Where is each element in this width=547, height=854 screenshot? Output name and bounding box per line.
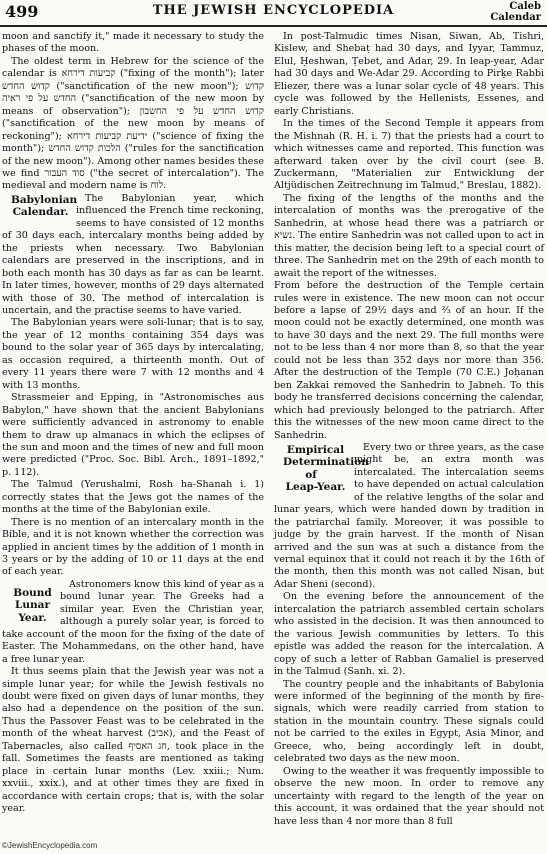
paragraph: In post-Talmudic times Nisan, Siwan, Ab, Tishri, Kislew, and Shebaṭ had 30 days, and Iyyar, Tammuz, Elul, Ḥeshwan, Ṭebet, and Adar, 29. In leap-year, Adar had 30 days and We-Adar 29. According to Pirḳe Rabbi Eliezer, there was a lunar solar cycle of 48 years. This cycle was followed by the Hellenists, Essenes, and early Christians.: [274, 31, 544, 117]
running-title: THE JEWISH ENCYCLOPEDIA: [152, 3, 395, 18]
copyright-watermark: ©JewishEncyclopedia.com: [2, 841, 98, 850]
side-heading-bound-lunar-year: Bound Lunar Year.: [13, 586, 52, 624]
paragraph: It thus seems plain that the Jewish year was not a simple lunar year; for while the Jewish festivals no doubt were fixed on given days of lunar months, they also had a dependence on the position of the sun. Thus the Passover Feast was to be celebrated in the month of the wheat harvest (אביב), and the Feast of Tabernacles, also called חג האסיף, took place in the fall. Sometimes the feasts are mentioned as taking place in certain lunar months (Lev. xxiii.; Num. xxviii., xxix.), and at other times they are fixed in accordance with certain crops; that is, with the solar year.: [2, 666, 265, 815]
paragraph: Babylonian Calendar. The Babylonian year, which influenced the French time reckoning, seems to have consisted of 12 months of 30 days each, intercalary months being added by the priests when necessary. Two Babylonian calendars are preserved in the inscriptions, and in both each month has 30 days as far as can be learnt. In later times, however, months of 29 days alternated with those of 30. The method of intercalation is uncertain, and the practise seems to have varied.: [2, 192, 264, 316]
paragraph: From before the destruction of the Temple certain rules were in existence. The new moon can not occur before a lapse of 29½ days and ⅔ of an hour. If the moon could not be exactly determined, one month was to have 30 days and the next 29. The full months were not to be less than 4 nor more than 8, so that the year could not be less than 352 days nor more than 356. After the destruction of the Temple (70 C.E.) Joḥanan ben Zakkai removed the Sanhedrin to Jabneh. To this body he transferred decisions concerning the calendar, which had previously belonged to the patriarch. After this the witnesses of the new moon came direct to the Sanhedrin.: [274, 280, 544, 441]
paragraph: On the evening before the announcement of the intercalation the patriarch assembled certain scholars who assisted in the decision. It was then announced to the various Jewish communities by letters. To this epistle was added the reason for the intercalation. A copy of such a letter of Rabban Gamaliel is preserved in the Talmud (Sanh. xi. 2).: [274, 591, 544, 678]
side-heading-babylonian-calendar: Babylonian Calendar.: [11, 193, 78, 219]
paragraph: Owing to the weather it was frequently impossible to observe the new moon. In order to remove any uncertainty with regard to the length of the year on this account, it was ordained that the year should not have less than 4 nor more than 8 full: [274, 765, 544, 827]
left-column: [2, 31, 264, 816]
paragraph: moon and sanctify it," made it necessary to study the phases of the moon.: [2, 31, 264, 55]
paragraph: The Talmud (Yerushalmi, Rosh ha-Shanah i. 1) correctly states that the Jews got the names of the months at the time of the Babylonian exile.: [2, 479, 264, 516]
paragraph: There is no mention of an intercalary month in the Bible, and it is not known whether the correction was applied in ancient times by the addition of 1 month in 3 years or by the adding of 10 or 11 days at the end of each year.: [2, 516, 264, 578]
entry-start-word: Caleb: [509, 1, 541, 12]
running-head-entries: [490, 1, 541, 23]
paragraph: The fixing of the lengths of the months and the intercalation of months was the prerogative of the Sanhedrin, at whose head there was a patriarch or נשיא. The entire Sanhedrin was not called upon to act in this matter, the decision being left to a special court of three. The Sanhedrin met on the 29th of each month to await the report of the witnesses.: [274, 192, 544, 279]
entry-end-word: Calendar: [490, 12, 541, 23]
paragraph: The country people and the inhabitants of Babylonia were informed of the beginning of the month by fire-signals, which were readily carried from station to station in the mountain country. These signals could not be carried to the exiles in Egypt, Asia Minor, and Greece, who, being accordingly left in doubt, celebrated two days as the new moon.: [274, 678, 544, 765]
paragraph: Strassmeier and Epping, in "Astronomisches aus Babylon," have shown that the ancient Babylonians were sufficiently advanced in astronomy to enable them to draw up almanacs in which the eclipses of the sun and moon and the times of new and full moon were predicted ("Proc. Soc. Bibl. Arch., 1891–1892," p. 112).: [2, 392, 264, 478]
paragraph: The Babylonian years were soli-lunar; that is to say, the year of 12 months containing 354 days was bound to the solar year of 365 days by intercalating, as occasion required, a thirteenth month. Out of every 11 years there were 7 with 12 months and 4 with 13 months.: [2, 317, 264, 391]
side-heading-empirical-determination: Empirical Determination of Leap-Year.: [283, 443, 369, 494]
paragraph: Bound Lunar Year. Astronomers know this kind of year as a bound lunar year. The Greeks had a similar year. Even the Christian year, although a purely solar year, is forced to take account of the moon for the fixing of the date of Easter. The Mohammedans, on the other hand, have a free lunar year.: [2, 578, 264, 665]
page-number: 499: [5, 2, 39, 21]
page-header: [0, 0, 547, 30]
header-rule: [0, 25, 547, 27]
right-column: [274, 31, 544, 828]
paragraph: Empirical Determination of Leap-Year. Every two or three years, as the case might be, an extra month was intercalated. The intercalation seems to have depended on actual calculation of the relative lengths of the solar and lunar years, which were handed down by tradition in the patriarchal family. Moreover, it was possible to judge by the grain harvest. If the month of Nisan arrived and the sun was at such a distance from the vernal equinox that it could not reach it by the 16th of the month, then this month was not called Nisan, but Adar Sheni (second).: [274, 441, 544, 590]
paragraph: In the times of the Second Temple it appears from the Mishnah (R. H. i. 7) that the priests had a court to which witnesses came and reported. This function was afterward taken over by the civil court (see B. Zuckermann, "Materialien zur Entwicklung der Altjüdischen Zeitrechnung im Talmud," Breslau, 1882).: [274, 118, 544, 192]
paragraph: The oldest term in Hebrew for the science of the calendar is קביעות דירחא ("fixing of the month"); later קדוש החדש ("sanctification of the new moon"); קדוש החדש על פי ראיה ("sanctification of the new moon by means of observation"); קדוש החדש על פי החשבון ("sanctification of the new moon by means of reckoning"); ידיעת קביעות דירחא ("science of fixing the month"); הלכות קדוש החדש ("rules for the sanctification of the new moon"). Among other names besides these we find סוד העבור ("the secret of intercalation"). The medieval and modern name is לוח.: [2, 55, 265, 192]
